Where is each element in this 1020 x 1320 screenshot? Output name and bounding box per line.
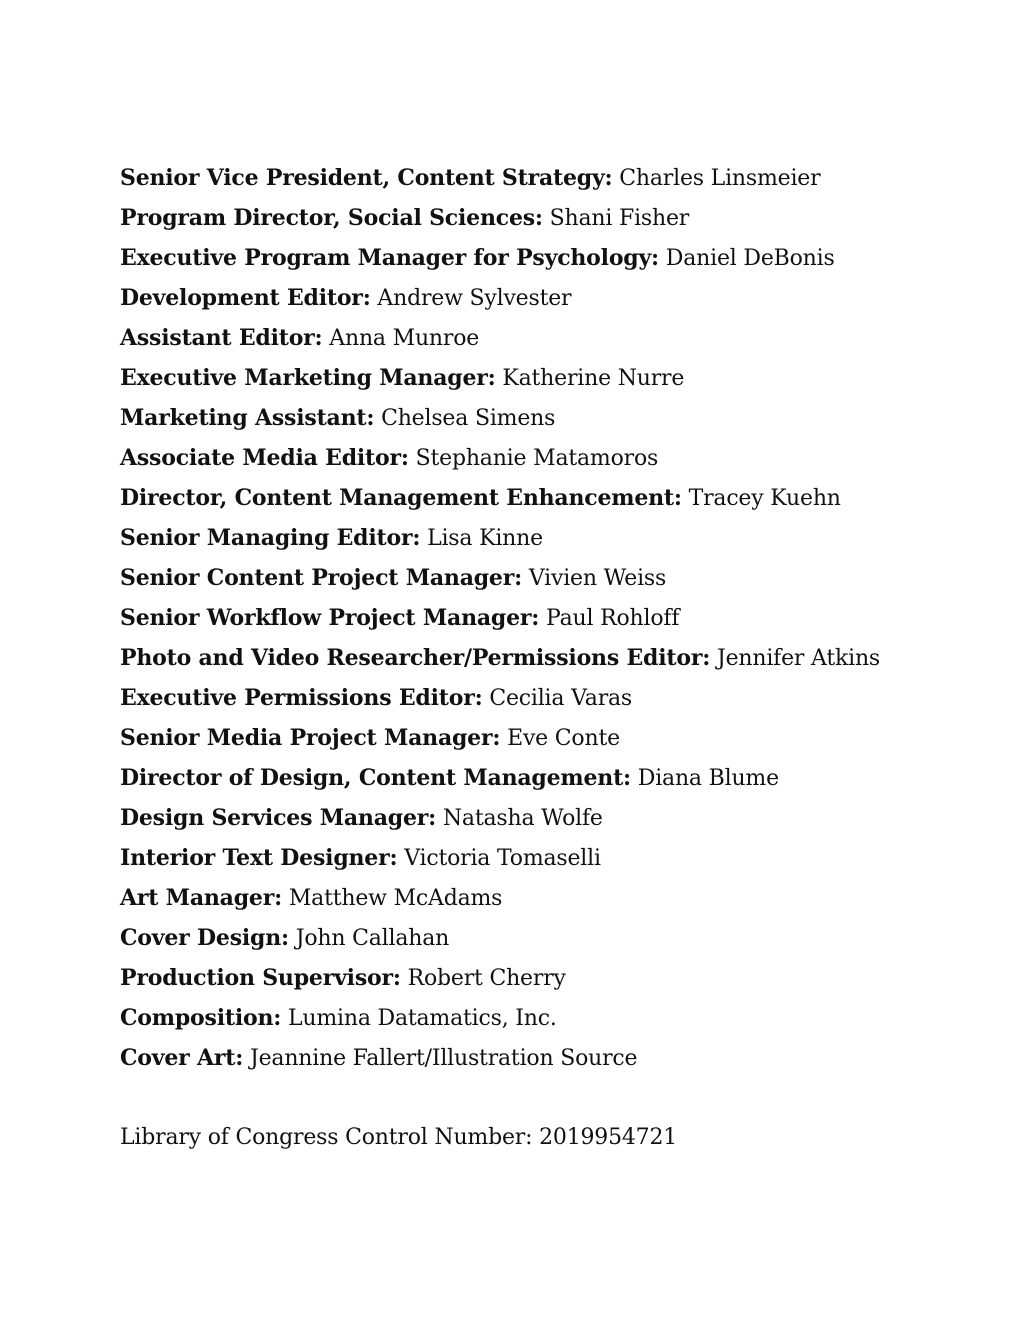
credit-role: Senior Workflow Project Manager: — [120, 605, 540, 631]
credit-name: Paul Rohloff — [546, 606, 680, 631]
credit-row — [120, 358, 980, 398]
credit-role: Cover Design: — [120, 925, 289, 951]
credit-name: Victoria Tomaselli — [404, 846, 601, 871]
credit-name: Diana Blume — [637, 766, 779, 791]
credit-name: Daniel DeBonis — [665, 246, 835, 271]
credit-row — [120, 598, 980, 638]
credit-role: Associate Media Editor: — [120, 445, 409, 471]
credit-name: Jeannine Fallert/Illustration Source — [249, 1046, 638, 1071]
credit-name: Cecilia Varas — [489, 686, 633, 711]
credit-row — [120, 558, 980, 598]
credit-name: Robert Cherry — [407, 966, 566, 991]
credit-name: John Callahan — [295, 926, 450, 951]
credit-role: Photo and Video Researcher/Permissions Editor: — [120, 645, 711, 671]
credit-name: Jennifer Atkins — [716, 646, 881, 671]
credit-name: Matthew McAdams — [288, 886, 503, 911]
credit-role: Interior Text Designer: — [120, 845, 398, 871]
credit-role: Executive Marketing Manager: — [120, 365, 496, 391]
credit-row — [120, 878, 980, 918]
credit-row — [120, 718, 980, 758]
credit-row — [120, 518, 980, 558]
credit-role: Executive Program Manager for Psychology: — [120, 245, 659, 271]
credit-row — [120, 958, 980, 998]
credit-role: Production Supervisor: — [120, 965, 401, 991]
credit-name: Stephanie Matamoros — [415, 446, 659, 471]
credit-name: Natasha Wolfe — [442, 806, 603, 831]
credit-role: Design Services Manager: — [120, 805, 437, 831]
credit-role: Art Manager: — [120, 885, 283, 911]
credit-role: Senior Media Project Manager: — [120, 725, 501, 751]
credit-row — [120, 998, 980, 1038]
credit-row — [120, 198, 980, 238]
credit-name: Anna Munroe — [329, 326, 480, 351]
credit-name: Charles Linsmeier — [619, 166, 821, 191]
credit-name: Tracey Kuehn — [688, 486, 841, 511]
credit-row — [120, 758, 980, 798]
credit-name: Lumina Datamatics, Inc. — [287, 1006, 557, 1031]
credit-role: Program Director, Social Sciences: — [120, 205, 543, 231]
credit-row — [120, 798, 980, 838]
credit-name: Katherine Nurre — [502, 366, 685, 391]
credit-name: Chelsea Simens — [381, 406, 556, 431]
credit-row — [120, 1038, 980, 1078]
credit-role: Marketing Assistant: — [120, 405, 375, 431]
credit-name: Shani Fisher — [549, 206, 690, 231]
credit-name: Eve Conte — [507, 726, 620, 751]
credit-row — [120, 438, 980, 478]
credit-row — [120, 478, 980, 518]
credits-page — [120, 158, 980, 1158]
credits-list — [120, 158, 980, 1078]
credit-row — [120, 398, 980, 438]
credit-row — [120, 318, 980, 358]
credit-row — [120, 838, 980, 878]
credit-role: Cover Art: — [120, 1045, 244, 1071]
credit-role: Senior Managing Editor: — [120, 525, 421, 551]
credit-role: Director of Design, Content Management: — [120, 765, 631, 791]
credit-role: Composition: — [120, 1005, 282, 1031]
credit-role: Assistant Editor: — [120, 325, 323, 351]
credit-row — [120, 158, 980, 198]
credit-row — [120, 918, 980, 958]
credit-row — [120, 278, 980, 318]
credit-role: Development Editor: — [120, 285, 371, 311]
library-of-congress-control-number: Library of Congress Control Number: 2019954721 — [120, 1125, 678, 1150]
credit-row — [120, 238, 980, 278]
credit-row — [120, 638, 980, 678]
credit-role: Senior Content Project Manager: — [120, 565, 523, 591]
credit-name: Vivien Weiss — [528, 566, 667, 591]
credit-name: Lisa Kinne — [427, 526, 543, 551]
credit-role: Director, Content Management Enhancement: — [120, 485, 682, 511]
credit-role: Senior Vice President, Content Strategy: — [120, 165, 613, 191]
credit-row — [120, 678, 980, 718]
credit-name: Andrew Sylvester — [377, 286, 572, 311]
credit-role: Executive Permissions Editor: — [120, 685, 483, 711]
